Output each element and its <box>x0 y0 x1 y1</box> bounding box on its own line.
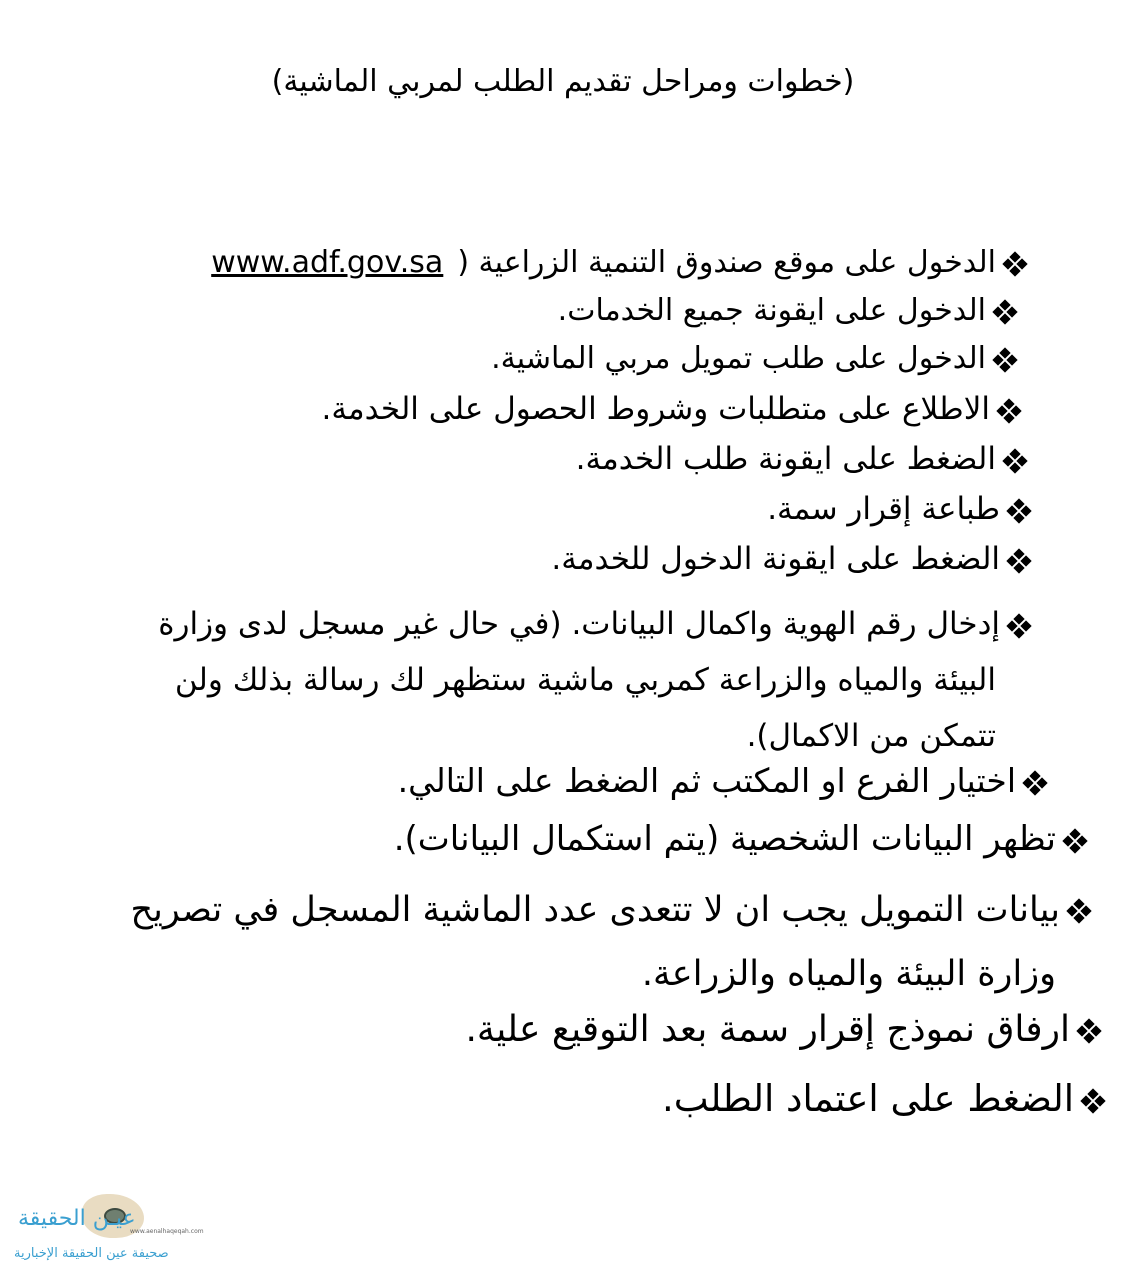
step-11-line-2: وزارة البيئة والمياه والزراعة. <box>641 954 1056 994</box>
step-10 <box>393 819 1086 859</box>
step-13-text: الضغط على اعتماد الطلب. <box>662 1077 1074 1120</box>
diamond-bullet-icon <box>1008 596 1030 652</box>
diamond-bullet-icon <box>1008 544 1030 575</box>
step-13 <box>662 1077 1104 1120</box>
logo-url: www.aenalhaqeqah.com <box>130 1228 204 1235</box>
diamond-bullet-icon <box>1008 494 1030 525</box>
step-4 <box>321 391 1020 427</box>
step-11 <box>131 878 1091 1006</box>
step-3-text: الدخول على طلب تمويل مربي الماشية. <box>491 341 986 376</box>
step-1 <box>211 245 1026 280</box>
logo-name: عيـن الحقيقة <box>18 1206 136 1231</box>
diamond-bullet-icon <box>1078 1012 1100 1048</box>
step-7-text: الضغط على ايقونة الدخول للخدمة. <box>551 541 1000 577</box>
step-5 <box>575 441 1026 477</box>
step-6 <box>767 491 1030 527</box>
step-11-line-1: بيانات التمويل يجب ان لا تتعدى عدد الماشية المسجل في تصريح <box>131 878 1091 942</box>
step-9-text: اختيار الفرع او المكتب ثم الضغط على التالي. <box>397 761 1016 800</box>
diamond-bullet-icon <box>1004 444 1026 475</box>
step-7 <box>551 541 1030 577</box>
diamond-bullet-icon <box>1004 248 1026 278</box>
step-2 <box>557 293 1016 328</box>
diamond-bullet-icon <box>1024 764 1046 797</box>
diamond-bullet-icon <box>1064 822 1086 856</box>
diamond-bullet-icon <box>1082 1080 1104 1117</box>
step-12 <box>465 1009 1100 1050</box>
step-9 <box>397 761 1046 800</box>
step-6-text: طباعة إقرار سمة. <box>767 491 1000 527</box>
step-8 <box>158 596 1030 764</box>
step-8-line-2: البيئة والمياه والزراعة كمربي ماشية ستظهر لك رسالة بذلك ولن <box>174 662 996 698</box>
step-1-text: الدخول على موقع صندوق التنمية الزراعية ( <box>457 245 996 280</box>
page-title: (خطوات ومراحل تقديم الطلب لمربي الماشية) <box>271 64 855 99</box>
step-4-text: الاطلاع على متطلبات وشروط الحصول على الخدمة. <box>321 391 990 427</box>
logo-tagline: صحيفة عين الحقيقة الإخبارية <box>14 1246 169 1261</box>
step-10-text: تظهر البيانات الشخصية (يتم استكمال البيانات). <box>393 819 1056 859</box>
diamond-bullet-icon <box>994 296 1016 326</box>
newspaper-logo <box>10 1190 204 1270</box>
diamond-bullet-icon <box>1068 878 1090 942</box>
step-3 <box>491 341 1016 376</box>
diamond-bullet-icon <box>994 344 1016 374</box>
step-12-text: ارفاق نموذج إقرار سمة بعد التوقيع علية. <box>465 1009 1070 1050</box>
adf-website-link[interactable]: www.adf.gov.sa <box>211 245 444 280</box>
step-8-line-1: إدخال رقم الهوية واكمال البيانات. (في حال غير مسجل لدى وزارة <box>158 596 1030 652</box>
step-2-text: الدخول على ايقونة جميع الخدمات. <box>557 293 986 328</box>
step-8-line-3: تتمكن من الاكمال). <box>746 718 996 754</box>
diamond-bullet-icon <box>998 394 1020 425</box>
step-5-text: الضغط على ايقونة طلب الخدمة. <box>575 441 996 477</box>
